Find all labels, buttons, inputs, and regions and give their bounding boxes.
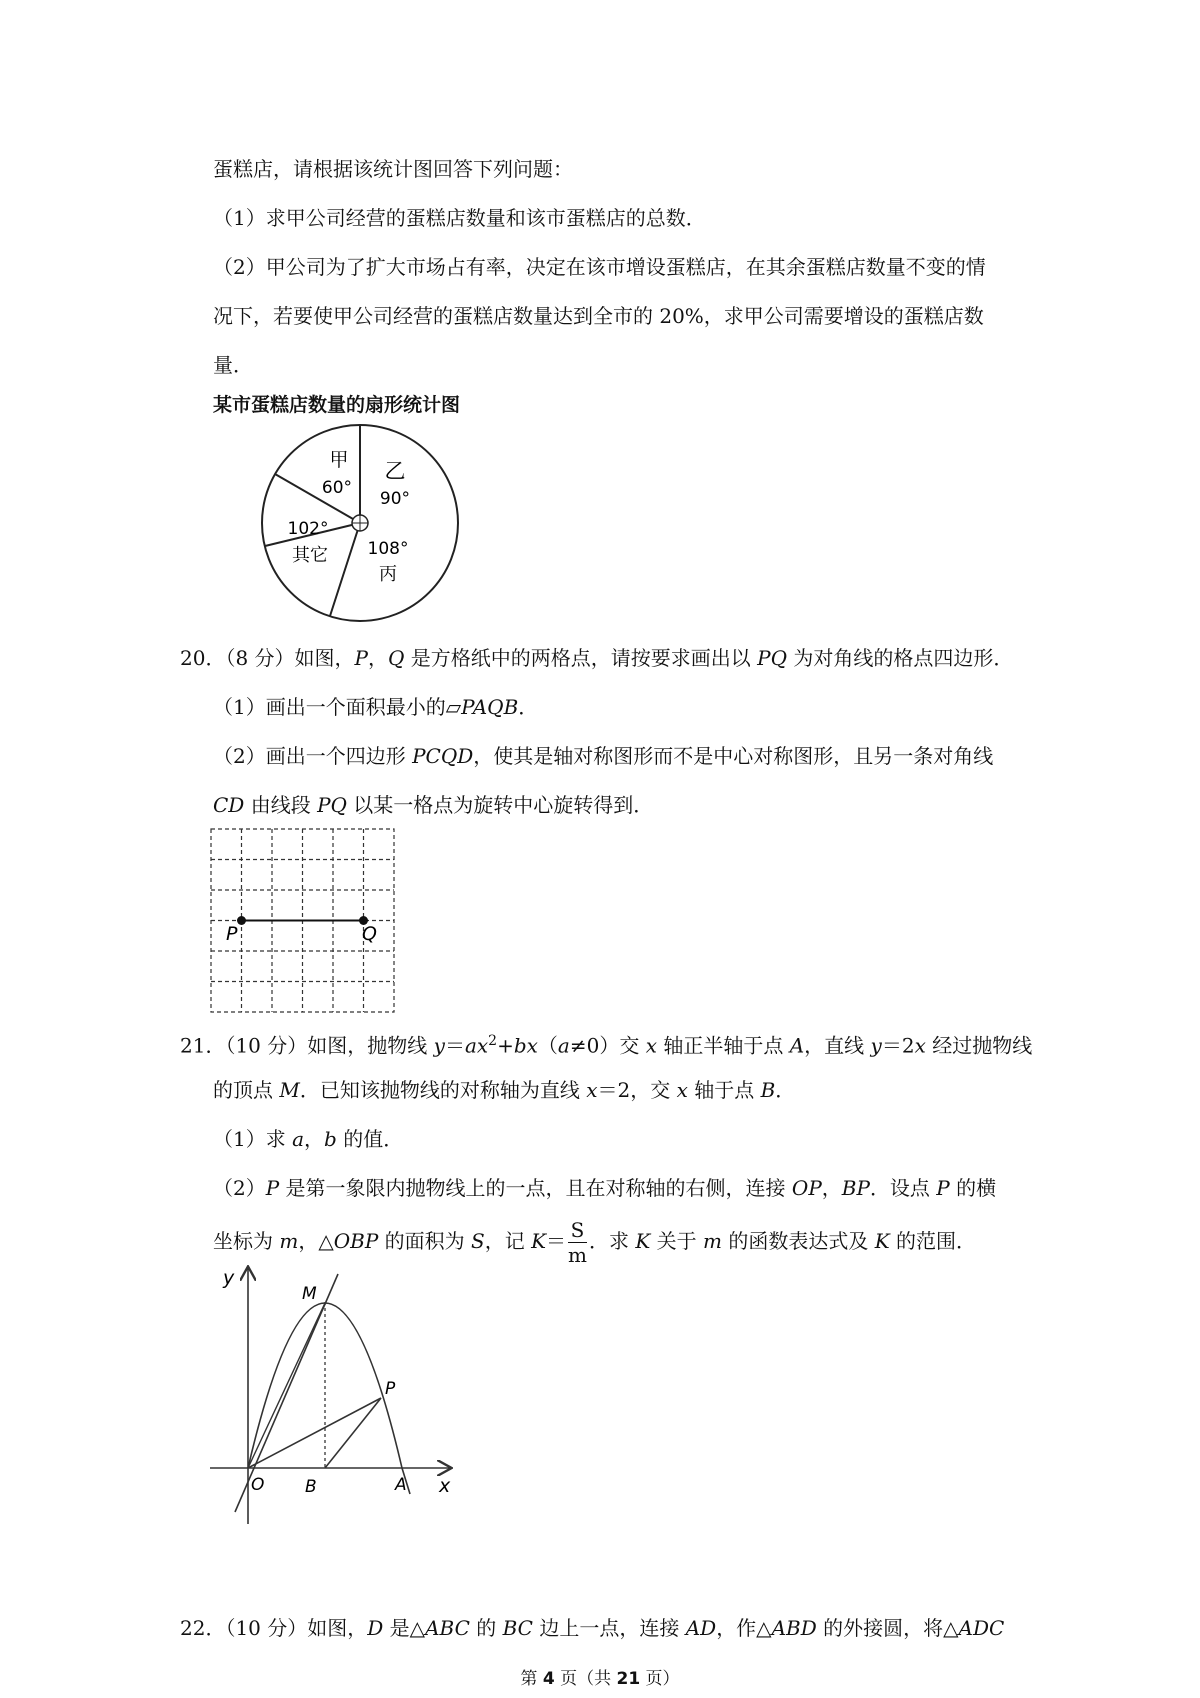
sector-jia-degrees: 60° (321, 478, 353, 498)
sector-bing-degrees: 108° (367, 539, 409, 559)
segment-bp (325, 1398, 381, 1468)
q20-part1: （1）画出一个面积最小的▱PAQB． (213, 695, 539, 719)
q19-part2-line3: 量． (213, 353, 253, 377)
q21-part2-line2: 坐标为 m，△OBP 的面积为 S，记 K＝ $\frac{S}{m}$ ．求 K 关于 m 的函数表达式及 K 的范围． (213, 1218, 977, 1267)
sector-yi-name: 乙 (384, 459, 406, 483)
label-m: M (302, 1284, 317, 1304)
q22-stem: 22．（10 分）如图，D 是△ABC 的 BC 边上一点，连接 AD，作△ABD 的外接圆，将△ADC (180, 1616, 1005, 1640)
q21-stem-line2: 的顶点 M．已知该抛物线的对称轴为直线 x＝2，交 x 轴于点 B． (213, 1078, 796, 1102)
q19-part2-line2: 况下，若要使甲公司经营的蛋糕店数量达到全市的 20%，求甲公司需要增设的蛋糕店数 (213, 304, 984, 328)
q19-part1: （1）求甲公司经营的蛋糕店数量和该市蛋糕店的总数． (213, 206, 706, 230)
q21-part2-line1: （2）P 是第一象限内抛物线上的一点，且在对称轴的右侧，连接 OP，BP．设点 P 的横 (213, 1176, 997, 1200)
grid-figure (210, 828, 396, 1014)
label-x: x (439, 1475, 451, 1497)
q21-part1: （1）求 a，b 的值． (213, 1127, 404, 1151)
label-y: y (223, 1267, 235, 1289)
label-a: A (395, 1475, 407, 1495)
sector-jia-name: 甲 (329, 449, 349, 471)
sector-qita-degrees: 102° (287, 519, 329, 539)
q20-stem: 20．（8 分）如图，P，Q 是方格纸中的两格点，请按要求画出以 PQ 为对角线的格点四边形． (180, 646, 1014, 670)
label-b: B (305, 1477, 317, 1497)
q20-part2-line1: （2）画出一个四边形 PCQD，使其是轴对称图形而不是中心对称图形，且另一条对角线 (213, 744, 994, 768)
fraction-s-over-m: $\frac{S}{m}$ (568, 1218, 587, 1267)
q21-stem-line1: 21．（10 分）如图，抛物线 $y=ax^2+bx(a\ne 0)$交 x 轴正半轴于点 A，直线 y＝2x 经过抛物线 (180, 1033, 1033, 1058)
segment-om (248, 1303, 325, 1468)
pie-chart-title: 某市蛋糕店数量的扇形统计图 (213, 394, 461, 416)
label-o: O (251, 1475, 265, 1495)
label-q: Q (362, 923, 377, 945)
pie-chart (255, 418, 465, 628)
q19-part2-line1: （2）甲公司为了扩大市场占有率，决定在该市增设蛋糕店，在其余蛋糕店数量不变的情 (213, 255, 986, 279)
label-p-fig: P (385, 1379, 396, 1399)
q19-intro: 蛋糕店，请根据该统计图回答下列问题： (213, 157, 573, 181)
label-p: P (226, 923, 238, 945)
sector-qita-name: 其它 (292, 545, 328, 566)
page-footer: 第 4 页（共 21 页） (520, 1669, 680, 1689)
sector-yi-degrees: 90° (379, 489, 411, 509)
page-number: 4 (542, 1669, 555, 1689)
q20-part2-line2: CD 由线段 PQ 以某一格点为旋转中心旋转得到． (213, 793, 654, 817)
parabola-figure (205, 1262, 465, 1530)
segment-op (248, 1398, 381, 1468)
pie-divider-bottom (330, 523, 360, 616)
point-p (237, 916, 246, 925)
sector-bing-name: 丙 (379, 564, 397, 585)
page-total: 21 (616, 1669, 641, 1689)
